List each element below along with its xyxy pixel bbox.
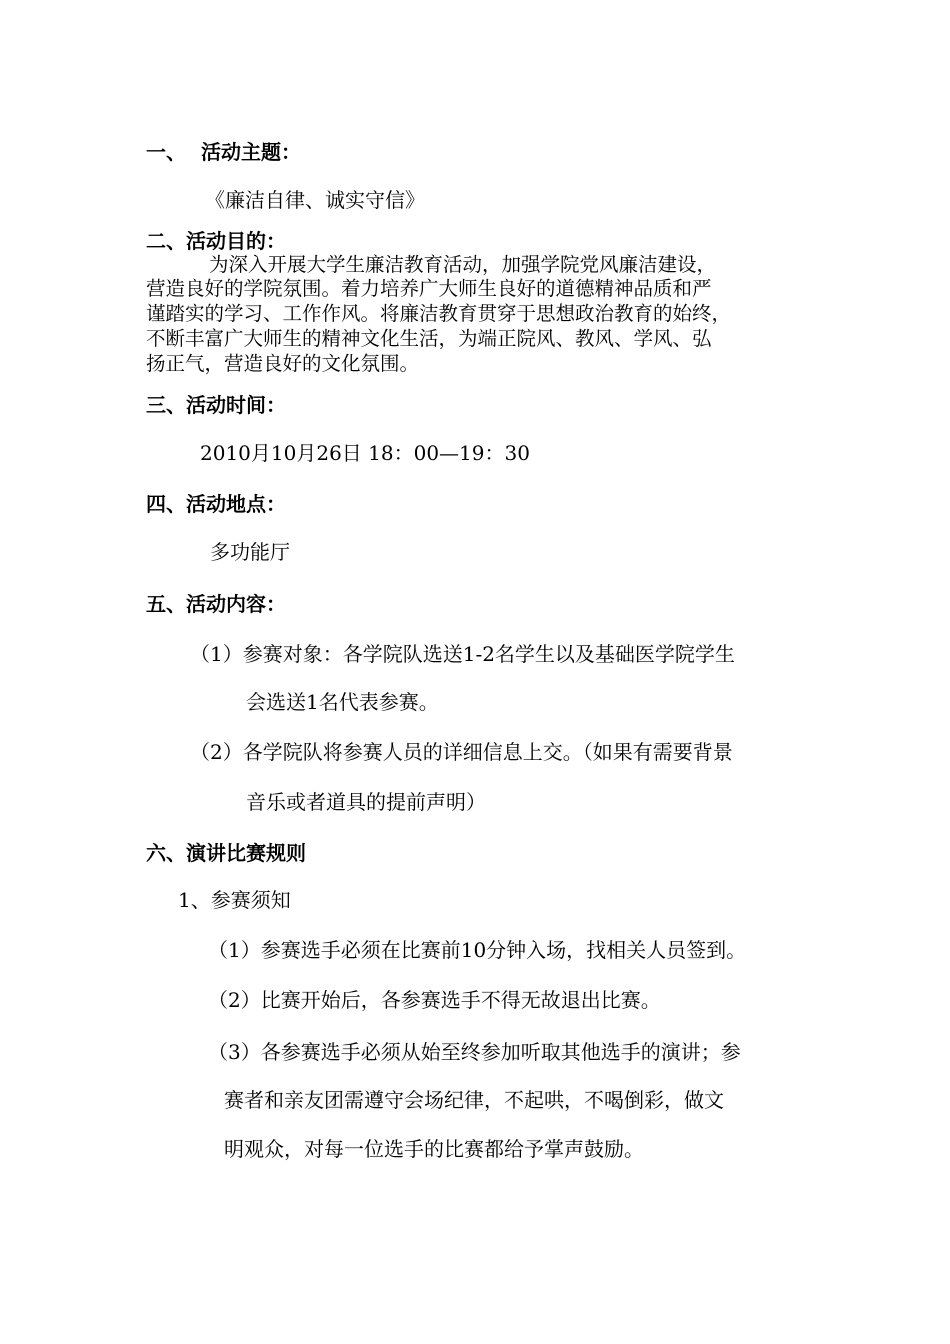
section-3-time: 2010月10月26日 18：00—19：30	[200, 441, 530, 465]
section-4-heading: 四、活动地点：	[146, 492, 286, 516]
section-6-rule-3-cont: 明观众，对每一位选手的比赛都给予掌声鼓励。	[224, 1137, 644, 1161]
section-4-location: 多功能厅	[210, 540, 290, 564]
section-1-heading: 活动主题：	[201, 140, 301, 164]
section-5-item-1: （1）参赛对象：各学院队选送1-2名学生以及基础医学院学生	[190, 642, 735, 666]
section-2-line: 营造良好的学院氛围。着力培养广大师生良好的道德精神品质和严	[146, 277, 712, 300]
section-6-rule-1: （1）参赛选手必须在比赛前10分钟入场，找相关人员签到。	[208, 938, 747, 962]
section-6-heading: 六、演讲比赛规则	[146, 841, 306, 865]
section-2-line: 为深入开展大学生廉洁教育活动，加强学院党风廉洁建设，	[209, 253, 717, 276]
section-5-item-1-cont: 会选送1名代表参赛。	[246, 690, 439, 714]
section-1-number: 一、	[146, 140, 186, 164]
section-1-theme: 《廉洁自律、诚实守信》	[205, 188, 425, 212]
section-2-line: 扬正气，营造良好的文化氛围。	[146, 352, 420, 375]
section-5-heading: 五、活动内容：	[146, 592, 286, 616]
section-2-line: 谨踏实的学习、工作作风。将廉洁教育贯穿于思想政治教育的始终，	[146, 302, 732, 325]
section-6-subheading: 1、参赛须知	[178, 888, 291, 912]
section-6-rule-3-cont: 赛者和亲友团需遵守会场纪律，不起哄，不喝倒彩，做文	[224, 1088, 724, 1112]
section-2-heading: 二、活动目的：	[146, 229, 286, 253]
section-5-item-2: （2）各学院队将参赛人员的详细信息上交。（如果有需要背景	[190, 740, 733, 764]
section-5-item-2-cont: 音乐或者道具的提前声明）	[246, 790, 486, 814]
section-6-rule-2: （2）比赛开始后，各参赛选手不得无故退出比赛。	[208, 988, 661, 1012]
section-3-heading: 三、活动时间：	[146, 393, 286, 417]
section-2-line: 不断丰富广大师生的精神文化生活，为端正院风、教风、学风、弘	[146, 327, 712, 350]
section-6-rule-3: （3）各参赛选手必须从始至终参加听取其他选手的演讲；参	[208, 1040, 741, 1064]
